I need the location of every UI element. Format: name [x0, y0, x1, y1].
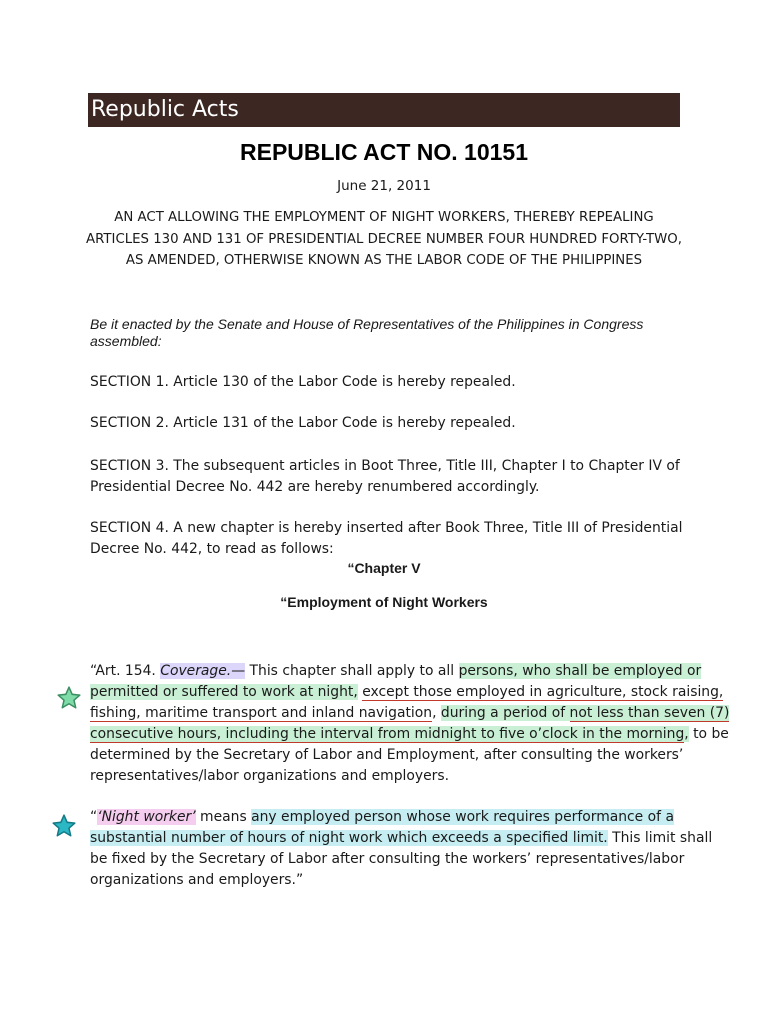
act-title: REPUBLIC ACT NO. 10151 — [240, 139, 528, 165]
highlight-blue: any employed person whose work requires performance of a — [251, 809, 674, 825]
enactment-clause: Be it enacted by the Senate and House of Representatives of the Philippines in Congress assembled: — [90, 316, 644, 349]
definition-line — [90, 807, 712, 828]
article-line — [90, 703, 729, 724]
quote-mark: “ — [90, 809, 98, 825]
star-icon[interactable] — [51, 813, 77, 839]
header-banner — [88, 93, 680, 127]
highlight-green: , — [684, 726, 689, 742]
article-line: representatives/labor organizations and employers. — [90, 768, 450, 784]
definition-line — [90, 828, 712, 849]
article-line — [90, 724, 729, 745]
highlight-green: during a period of — [440, 705, 570, 721]
highlight-blue: substantial number of hours of night work which exceeds a specified limit. — [90, 830, 608, 846]
act-description: AN ACT ALLOWING THE EMPLOYMENT OF NIGHT WORKERS, THEREBY REPEALING ARTICLES 130 AND 131 OF PRESIDENTIAL DECREE NUMBER FOUR HUNDRED FORTY-TWO, AS AMENDED, OTHERWISE KNOWN AS THE LABOR CODE OF THE PHILIPPINES — [86, 210, 682, 268]
art-label: “Art. 154. — [90, 663, 161, 679]
section-3 — [90, 456, 680, 498]
night-worker-term: ‘Night worker’ — [97, 809, 196, 825]
definition-line: be fixed by the Secretary of Labor after consulting the workers’ representatives/labor — [90, 851, 685, 867]
section-3-line: SECTION 3. The subsequent articles in Boot Three, Title III, Chapter I to Chapter IV of — [90, 458, 680, 474]
definition-text: means — [195, 809, 252, 825]
art-text: This chapter shall apply to all — [245, 663, 459, 679]
section-3-line: Presidential Decree No. 442 are hereby renumbered accordingly. — [90, 479, 540, 495]
highlight-underline: not less than seven (7) — [569, 705, 730, 721]
article-154 — [90, 661, 729, 787]
section-4 — [90, 518, 682, 560]
article-line: determined by the Secretary of Labor and Employment, after consulting the workers’ — [90, 747, 684, 763]
article-line — [90, 682, 729, 703]
highlight-underline: consecutive hours, including the interval from midnight to five o’clock in the morning — [90, 726, 685, 742]
chapter-heading: “Chapter V — [347, 560, 421, 576]
definition-line: organizations and employers.” — [90, 872, 304, 888]
star-icon[interactable] — [56, 685, 82, 711]
highlight-green: persons, who shall be employed or — [458, 663, 702, 679]
act-date: June 21, 2011 — [337, 178, 431, 194]
underline-red: fishing, maritime transport and inland navigation — [90, 705, 433, 721]
section-4-line: Decree No. 442, to read as follows: — [90, 541, 334, 557]
article-line — [90, 661, 729, 682]
banner-title: Republic Acts — [91, 97, 239, 122]
art-text: to be — [688, 726, 729, 742]
underline-red: except those employed in agriculture, stock raising, — [362, 684, 724, 700]
section-4-line: SECTION 4. A new chapter is hereby inserted after Book Three, Title III of Presidential — [90, 520, 683, 536]
art-text: , — [432, 705, 441, 721]
section-1: SECTION 1. Article 130 of the Labor Code is hereby repealed. — [90, 374, 516, 390]
chapter-subheading: “Employment of Night Workers — [280, 594, 488, 610]
definition-text: This limit shall — [607, 830, 713, 846]
section-2: SECTION 2. Article 131 of the Labor Code is hereby repealed. — [90, 415, 516, 431]
night-worker-definition — [90, 807, 712, 891]
coverage-term: Coverage.— — [160, 663, 246, 679]
highlight-green: permitted or suffered to work at night, — [90, 684, 358, 700]
